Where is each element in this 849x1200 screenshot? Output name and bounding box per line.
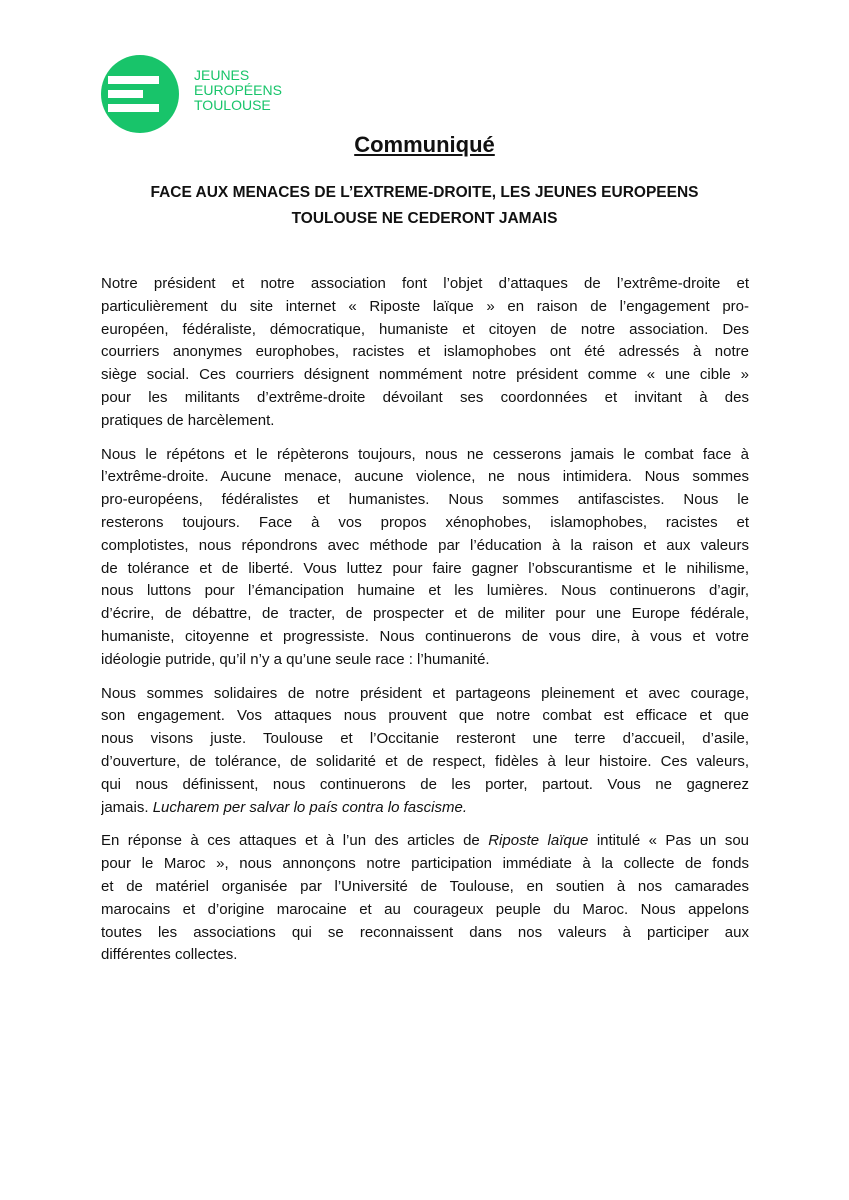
text-line: l’extrême-droite. Aucune menace, aucune violence, ne nous intimidera. Nous sommes: [101, 468, 749, 486]
text-line: Nous sommes solidaires de notre président et partageons pleinement et avec courage,: [101, 684, 749, 702]
text-line: courriers anonymes europhobes, racistes et islamophobes ont été adressés à notre: [101, 343, 749, 361]
page-title: Communiqué: [354, 132, 495, 157]
text-line: d’écrire, de débattre, de tracter, de prospecter et de militer pour une Europe fédérale,: [101, 605, 749, 623]
text-line: nous visons juste. Toulouse et l’Occitanie resteront une terre d’accueil, d’asile,: [101, 730, 749, 748]
text-line: humaniste, citoyenne et progressiste. Nous continuerons de vous dire, à vous et votre: [101, 627, 749, 645]
logo-wordmark: [194, 68, 304, 113]
text-line: européen, fédéraliste, démocratique, humaniste et citoyen de notre association. Des: [101, 320, 749, 338]
text-fragment: En réponse à ces attaques et à l’un des articles de: [101, 832, 480, 850]
text-line: idéologie putride, qu’il n’y a qu’une seule race : l’humanité.: [101, 650, 490, 668]
logo-line: TOULOUSE: [194, 97, 271, 113]
text-line: et de matériel organisée par l’Université de Toulouse, en soutien à nos camarades: [101, 877, 749, 895]
text-line: pour le Maroc », nous annonçons notre participation immédiate à la collecte de fonds: [101, 855, 749, 873]
text-line: pour les militants d’extrême-droite dévoilant ses coordonnées et invitant à des: [101, 388, 749, 406]
occitan-quote: Lucharem per salvar lo país contra lo fascisme.: [152, 798, 467, 816]
text-line: nous luttons pour l’émancipation humaine et les lumières. Nous continuerons d’agir,: [101, 582, 749, 600]
logo-line: JEUNES: [194, 67, 250, 83]
text-line: particulièrement du site internet « Riposte laïque » en raison de l’engagement pro-: [101, 297, 749, 315]
text-line: complotistes, nous répondrons avec méthode par l’éducation à la raison et aux valeurs: [101, 536, 749, 554]
text-line: siège social. Ces courriers désignent nommément notre président comme « une cible »: [101, 366, 749, 384]
paragraph-4: [101, 830, 749, 967]
headline: [0, 180, 849, 232]
text-line: pratiques de harcèlement.: [101, 411, 275, 429]
text-line: toutes les associations qui se reconnaissent dans nos valeurs à participer aux: [101, 923, 749, 941]
paragraph-3: [101, 683, 749, 820]
logo-line: EUROPÉENS: [194, 82, 282, 98]
headline-line: TOULOUSE NE CEDERONT JAMAIS: [291, 210, 558, 227]
text-line: marocains et d’origine marocaine et au courageux peuple du Maroc. Nous appelons: [101, 900, 749, 918]
text-line: son engagement. Vos attaques nous prouvent que notre combat est efficace et que: [101, 707, 749, 725]
text-line: de tolérance et de liberté. Vous luttez pour faire gagner l’obscurantisme et le nihilisme,: [101, 559, 749, 577]
jeunes-europeens-logo-icon: [101, 55, 179, 133]
text-line: différentes collectes.: [101, 946, 238, 964]
text-line: pro-européens, fédéralistes et humanistes. Nous sommes antifascistes. Nous le: [101, 491, 749, 509]
text-fragment: intitulé « Pas un sou: [596, 832, 749, 850]
text-line: Notre président et notre association font l’objet d’attaques de l’extrême-droite et: [101, 275, 749, 292]
text-line: qui nous définissent, nous continuerons de les porter, partout. Vous ne gagnerez: [101, 775, 749, 793]
text-line: [101, 830, 749, 853]
text-line: [101, 797, 749, 820]
headline-line: FACE AUX MENACES DE L’EXTREME-DROITE, LES JEUNES EUROPEENS: [150, 184, 699, 201]
text-line: resterons toujours. Face à vos propos xénophobes, islamophobes, racistes et: [101, 513, 749, 531]
paragraph-2: [101, 444, 749, 672]
text-fragment: jamais.: [101, 798, 149, 816]
paragraph-1: [101, 273, 749, 433]
logo: [101, 55, 291, 133]
body-text: [101, 273, 749, 978]
publication-name: Riposte laïque: [488, 832, 589, 850]
text-line: d’ouverture, de tolérance, de solidarité et de respect, fidèles à leur histoire. Ces valeurs,: [101, 752, 749, 770]
text-line: Nous le répétons et le répèterons toujours, nous ne cesserons jamais le combat face à: [101, 445, 749, 463]
